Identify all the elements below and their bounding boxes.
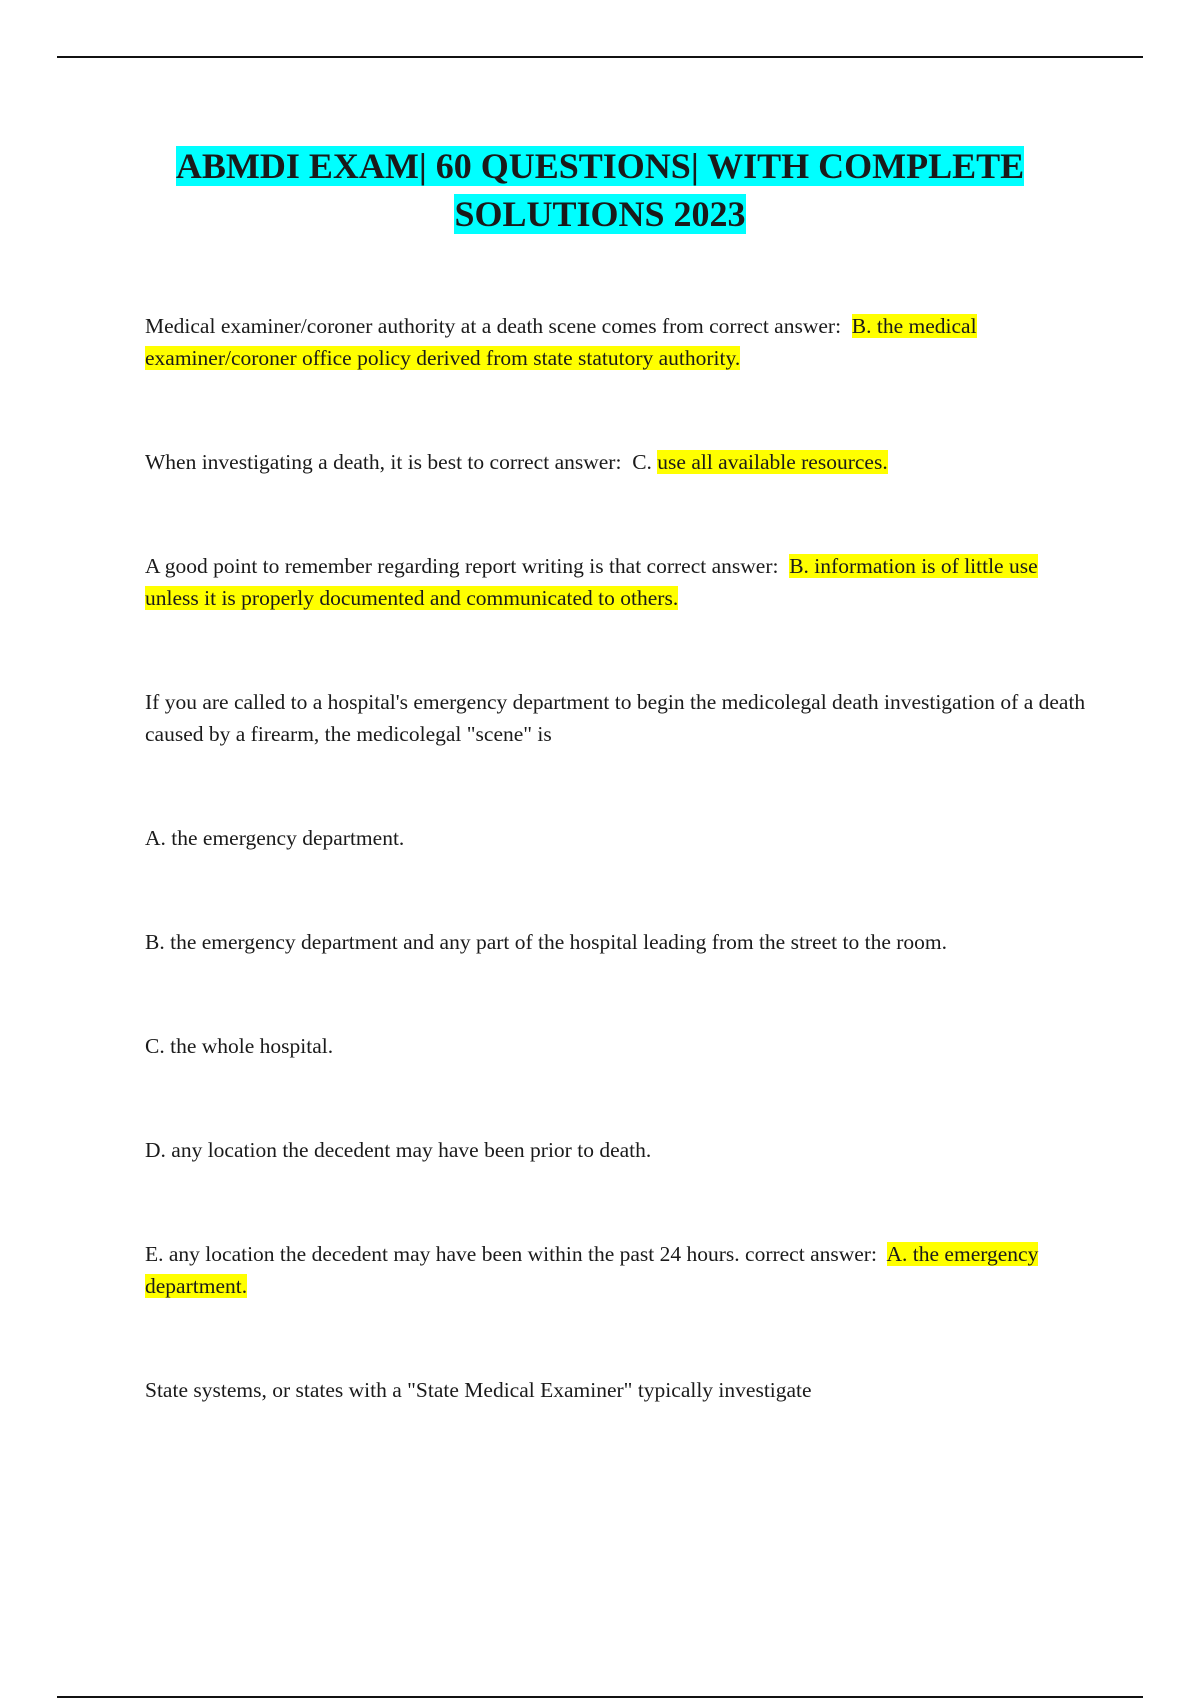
question-3 [145,550,1090,614]
question-4 [145,686,1090,750]
top-rule [57,56,1143,58]
document-title [100,142,1100,238]
question-4-option-d: D. any location the decedent may have been prior to death. [145,1138,652,1162]
question-4-option-c: C. the whole hospital. [145,1034,334,1058]
document-body [145,310,1090,1478]
question-3-text: A good point to remember regarding report writing is that correct answer: [145,554,779,578]
question-3-answer: B. information is of little use unless it is properly documented and communicated to others. [145,554,1038,610]
question-1-text: Medical examiner/coroner authority at a death scene comes from correct answer: [145,314,842,338]
question-4-option-b: B. the emergency department and any part of the hospital leading from the street to the room. [145,930,948,954]
title-text: ABMDI EXAM| 60 QUESTIONS| WITH COMPLETE SOLUTIONS 2023 [175,146,1025,234]
question-5-text: State systems, or states with a "State Medical Examiner" typically investigate [145,1378,812,1402]
question-4-option-e [145,1238,1090,1302]
question-4-option-a: A. the emergency department. [145,826,405,850]
question-4-option-e-text: E. any location the decedent may have been within the past 24 hours. correct answer: [145,1242,877,1266]
question-4-text: If you are called to a hospital's emergency department to begin the medicolegal death investigation of a death caused by a firearm, the medicolegal "scene" is [145,690,1086,746]
question-2-answer: use all available resources. [657,450,888,474]
bottom-rule [57,1696,1143,1698]
question-2-answer-prefix: C. [632,450,652,474]
question-1-answer: B. the medical examiner/coroner office policy derived from state statutory authority. [145,314,977,370]
question-5 [145,1374,1090,1406]
question-2-text: When investigating a death, it is best to correct answer: [145,450,622,474]
question-2 [145,446,1090,478]
question-1 [145,310,1090,374]
question-4-answer: A. the emergency department. [145,1242,1039,1298]
